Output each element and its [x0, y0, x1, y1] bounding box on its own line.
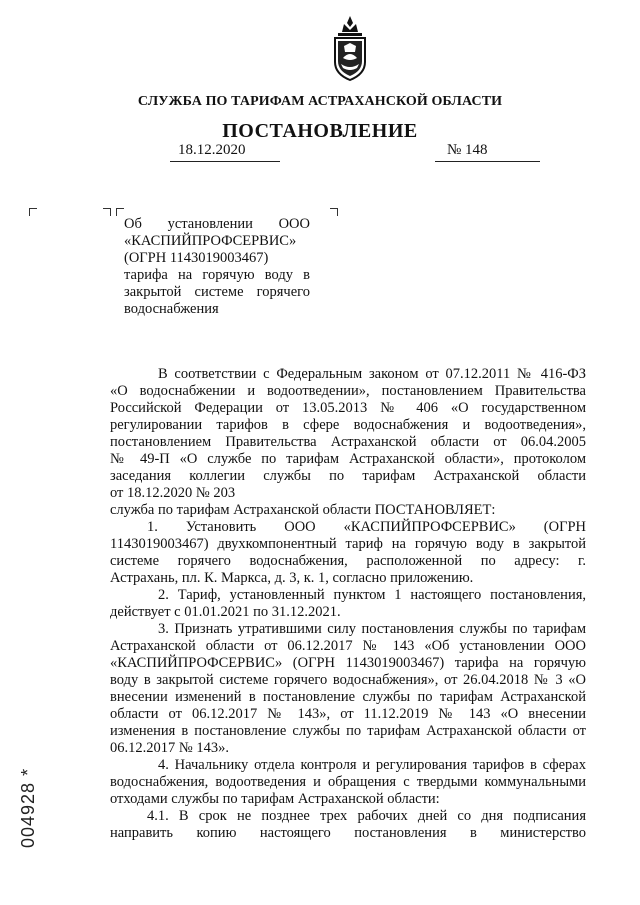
subject-line: водоснабжения — [124, 301, 219, 317]
date-underline — [170, 161, 280, 162]
item-4 — [110, 757, 586, 808]
text-line: внесении изменений в постановление службы по тарифам Астраханской — [110, 689, 586, 705]
text-line: системе горячего водоснабжения, расположенной по адресу: г. — [110, 553, 586, 569]
subject-line: Об установлении ООО — [124, 216, 310, 232]
subject-line: «КАСПИЙПРОФСЕРВИС» — [124, 233, 297, 249]
document-body — [110, 366, 586, 842]
text-line: 3. Признать утратившими силу постановления службы по тарифам — [158, 621, 586, 637]
bracket-corner-left — [29, 208, 37, 216]
text-line: направить копию настоящего постановления в министерство — [110, 825, 586, 841]
bracket-corner-right — [330, 208, 338, 216]
document-subject — [124, 216, 310, 318]
document-title: ПОСТАНОВЛЕНИЕ — [222, 120, 418, 142]
text-line: Российской Федерации от 13.05.2013 № 406 «О государственном — [110, 400, 586, 416]
registration-stamp: 004928 * — [18, 767, 38, 848]
resolves-line — [110, 502, 586, 519]
text-line: В соответствии с Федеральным законом от 07.12.2011 № 416-ФЗ — [158, 366, 586, 382]
text-line: регулировании тарифов в сфере водоснабжения и водоотведения», — [110, 417, 586, 433]
item-3 — [110, 621, 586, 757]
text-line: № 49-П «О службе по тарифам Астраханской области», протоколом — [110, 451, 586, 467]
subject-line: закрытой системе горячего — [124, 284, 310, 300]
text-line: 2. Тариф, установленный пунктом 1 настоящего постановления, — [158, 587, 586, 603]
text-line: области от 06.12.2017 № 143», от 11.12.2019 № 143 «О внесении — [110, 706, 586, 722]
organization-name: СЛУЖБА ПО ТАРИФАМ АСТРАХАНСКОЙ ОБЛАСТИ — [137, 94, 503, 109]
text-line: от 18.12.2020 № 203 — [110, 485, 236, 501]
number-underline — [435, 161, 540, 162]
bracket-corner-mid-left — [116, 208, 124, 216]
document-date: 18.12.2020 — [178, 142, 246, 158]
subject-line: тарифа на горячую воду в — [124, 267, 310, 283]
text-line: водоснабжения, водоотведения и обращения с твердыми коммунальными — [110, 774, 586, 790]
text-line: 1143019003467) двухкомпонентный тариф на горячую воду в закрытой — [110, 536, 586, 552]
text-line: 1. Установить ООО «КАСПИЙПРОФСЕРВИС» (ОГРН — [147, 519, 586, 535]
text-line: Астраханской области от 06.12.2017 № 143 «Об установлении ООО — [110, 638, 586, 654]
text-line: заседания коллегии службы по тарифам Астраханской области — [110, 468, 586, 484]
text-line: отходами службы по тарифам Астраханской области: — [110, 791, 440, 807]
text-line: 4. Начальнику отдела контроля и регулирования тарифов в сферах — [158, 757, 586, 773]
preamble-paragraph — [110, 366, 586, 502]
text-line: 06.12.2017 № 143». — [110, 740, 229, 756]
text-line: воду в закрытой системе горячего водоснабжения», от 26.04.2018 № 3 «О — [110, 672, 586, 688]
text-line: действует с 01.01.2021 по 31.12.2021. — [110, 604, 341, 620]
text-line: «КАСПИЙПРОФСЕРВИС» (ОГРН 1143019003467) тарифа на горячую — [110, 655, 586, 671]
document-number: № 148 — [447, 142, 488, 158]
text-line: 4.1. В срок не позднее трех рабочих дней со дня подписания — [147, 808, 586, 824]
text-line: «О водоснабжении и водоотведении», постановлением Правительства — [110, 383, 586, 399]
item-2 — [110, 587, 586, 621]
text-line: служба по тарифам Астраханской области ПОСТАНОВЛЯЕТ: — [110, 502, 496, 518]
coat-of-arms-icon — [327, 14, 373, 82]
item-1 — [110, 519, 586, 587]
item-4-1 — [110, 808, 586, 842]
text-line: изменения в постановление службы по тарифам Астраханской области от — [110, 723, 586, 739]
text-line: постановлением Правительства Астраханской области от 06.04.2005 — [110, 434, 586, 450]
text-line: Астрахань, пл. К. Маркса, д. 3, к. 1, согласно приложению. — [110, 570, 474, 586]
subject-line: (ОГРН 1143019003467) — [124, 250, 269, 266]
bracket-corner-mid-right — [103, 208, 111, 216]
